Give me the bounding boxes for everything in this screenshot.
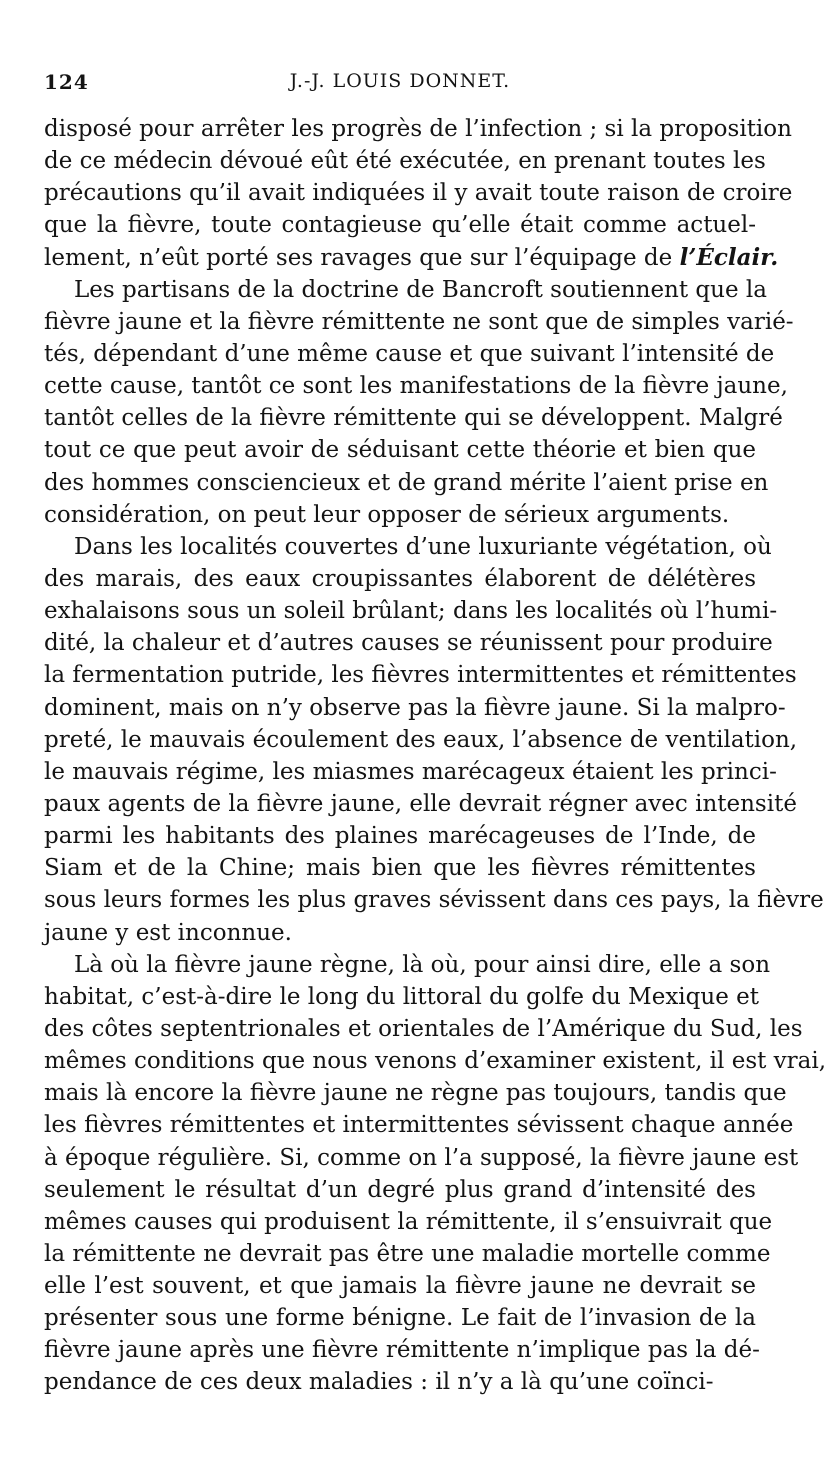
- text-line: mais là encore la fièvre jaune ne règne pas toujours, tandis que: [44, 1080, 787, 1107]
- text-line: disposé pour arrêter les progrès de l’infection ; si la proposition: [44, 116, 792, 142]
- text-line: fièvre jaune et la fièvre rémittente ne sont que de simples varié-: [44, 308, 794, 335]
- text-line: dominent, mais on n’y observe pas la fièvre jaune. Si la malpro-: [44, 694, 786, 721]
- text-line: tantôt celles de la fièvre rémittente qui se développent. Malgré: [44, 405, 783, 432]
- text-line: pendance de ces deux maladies : il n’y a là qu’une coïnci-: [44, 1369, 714, 1396]
- text-line: tés, dépendant d’une même cause et que suivant l’intensité de: [44, 340, 775, 367]
- text-line: la rémittente ne devrait pas être une maladie mortelle comme: [44, 1240, 771, 1267]
- text-line: de ce médecin dévoué eût été exécutée, en prenant toutes les: [44, 148, 766, 175]
- text-line: que la fièvre, toute contagieuse qu’elle était comme actuel-: [44, 212, 756, 239]
- text-line: preté, le mauvais écoulement des eaux, l’absence de ventilation,: [44, 726, 798, 753]
- text-line: précautions qu’il avait indiquées il y avait toute raison de croire: [44, 180, 793, 207]
- text-line: paux agents de la fièvre jaune, elle devrait régner avec intensité: [44, 790, 797, 817]
- paragraph: [44, 949, 826, 1399]
- text-line: Là où la fièvre jaune règne, là où, pour ainsi dire, elle a son: [74, 951, 771, 978]
- text-line: mêmes conditions que nous venons d’examiner existent, il est vrai,: [44, 1048, 826, 1075]
- body-text: [44, 113, 826, 1399]
- text-line: habitat, c’est-à-dire le long du littoral du golfe du Mexique et: [44, 983, 759, 1010]
- paragraph: [44, 531, 824, 949]
- text-line: la fermentation putride, les fièvres intermittentes et rémittentes: [44, 662, 797, 689]
- text-line: des hommes consciencieux et de grand mérite l’aient prise en: [44, 469, 769, 496]
- page-number: 124: [44, 70, 89, 94]
- text-line: le mauvais régime, les miasmes marécageux étaient les princi-: [44, 758, 777, 785]
- ship-name-emphasis: l’Éclair.: [679, 243, 779, 271]
- text-line: sous leurs formes les plus graves sévissent dans ces pays, la fièvre: [44, 887, 824, 914]
- running-head: J.-J. LOUIS DONNET.: [289, 70, 511, 92]
- text-line: cette cause, tantôt ce sont les manifestations de la fièvre jaune,: [44, 373, 788, 400]
- text-line: exhalaisons sous un soleil brûlant; dans les localités où l’humi-: [44, 598, 778, 625]
- text-line: lement, n’eût porté ses ravages que sur l’équipage de l’Éclair.: [44, 243, 779, 271]
- text-line: à époque régulière. Si, comme on l’a supposé, la fièvre jaune est: [44, 1144, 799, 1171]
- text-line: tout ce que peut avoir de séduisant cette théorie et bien que: [44, 437, 756, 464]
- text-line: Siam et de la Chine; mais bien que les fièvres rémittentes: [44, 855, 756, 882]
- text-line: parmi les habitants des plaines marécageuses de l’Inde, de: [44, 823, 756, 850]
- text-line: dité, la chaleur et d’autres causes se réunissent pour produire: [44, 630, 773, 657]
- text-line: mêmes causes qui produisent la rémittente, il s’ensuivrait que: [44, 1208, 773, 1235]
- text-line: seulement le résultat d’un degré plus grand d’intensité des: [44, 1176, 756, 1203]
- page-header: [44, 70, 756, 102]
- paragraph: [44, 113, 793, 274]
- text-line: elle l’est souvent, et que jamais la fièvre jaune ne devrait se: [44, 1273, 756, 1300]
- text-line: présenter sous une forme bénigne. Le fait de l’invasion de la: [44, 1305, 756, 1332]
- text-line: les fièvres rémittentes et intermittentes sévissent chaque année: [44, 1112, 794, 1139]
- text-line: fièvre jaune après une fièvre rémittente n’implique pas la dé-: [44, 1337, 760, 1364]
- text-line: des marais, des eaux croupissantes élaborent de délétères: [44, 565, 756, 592]
- paragraph: [44, 274, 794, 531]
- text-line: des côtes septentrionales et orientales de l’Amérique du Sud, les: [44, 1015, 803, 1042]
- text-line: Dans les localités couvertes d’une luxuriante végétation, où: [74, 533, 772, 560]
- text-line: considération, on peut leur opposer de sérieux arguments.: [44, 501, 730, 528]
- text-line: jaune y est inconnue.: [44, 919, 292, 946]
- text-line: Les partisans de la doctrine de Bancroft soutiennent que la: [74, 276, 767, 303]
